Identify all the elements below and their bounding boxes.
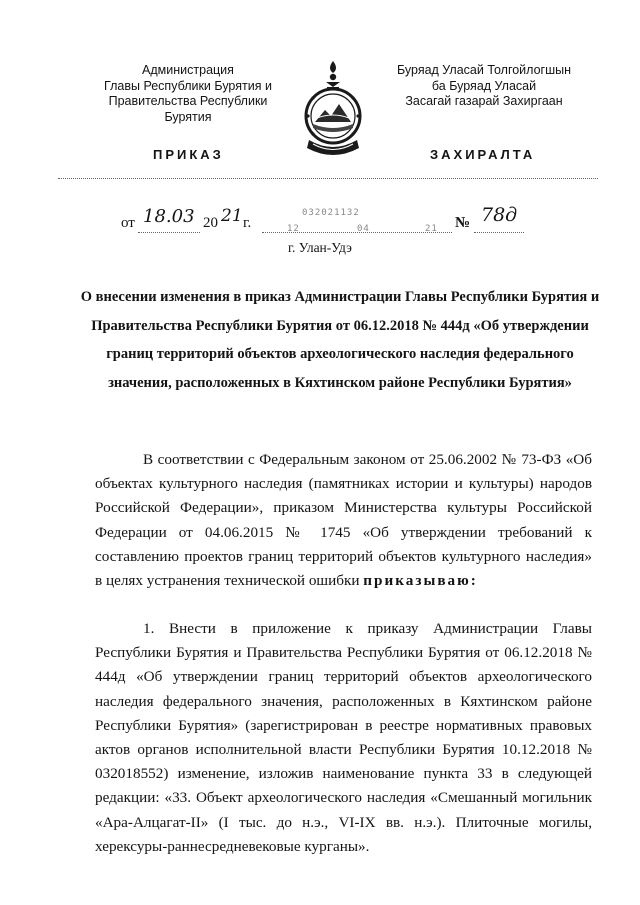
header-separator	[58, 178, 598, 179]
order-keyword: приказываю:	[363, 572, 478, 590]
registration-stamp-year: 21	[425, 224, 438, 234]
preamble-paragraph	[95, 448, 592, 593]
date-handwritten: 18.03	[143, 206, 195, 227]
date-prefix: от	[121, 215, 135, 231]
year-handwritten: 21	[221, 206, 243, 226]
stamp-underline	[262, 232, 452, 233]
order-type-buryat: ЗАХИРАЛТА	[430, 147, 536, 162]
order-type-russian: ПРИКАЗ	[153, 147, 224, 162]
registration-stamp-day: 12	[287, 224, 300, 234]
issuer-name-buryat: Буряад Уласай Толгойлогшын ба Буряад Уласай Засагай газарай Захиргаан	[396, 63, 572, 108]
registration-stamp-code: 032021132	[302, 208, 360, 218]
order-number-handwritten: 78д	[481, 204, 518, 226]
preamble-text: В соответствии с Федеральным законом от 25.06.2002 № 73-ФЗ «Об объектах культурного наследия (памятниках истории и культуры) народов Российской Федерации», приказом Министерства культуры Российской Федерации от 04.06.2015 № 1745 «Об утверждении требований к составлению проектов границ территорий объектов культурного наследия» в целях устранения технической ошибки	[95, 451, 592, 590]
city: г. Улан-Удэ	[288, 240, 352, 255]
issuer-name-russian: Администрация Главы Республики Бурятия и Правительства Республики Бурятия	[104, 63, 272, 124]
document-title: О внесении изменения в приказ Администрации Главы Республики Бурятия и Правительства Республики Бурятия от 06.12.2018 № 444д «Об утверждении границ территорий объектов археологического наследия федерального значения, расположенных в Кяхтинском районе Республики Бурятия»	[80, 289, 600, 391]
registration-stamp-month: 04	[357, 224, 370, 234]
year-prefix: 20	[203, 215, 218, 231]
year-suffix: г.	[243, 215, 252, 231]
clause-1-paragraph: 1. Внести в приложение к приказу Администрации Главы Республики Бурятия и Правительства Республики Бурятия от 06.12.2018 № 444д «Об утверждении границ территорий объектов археологического наследия федерального значения, расположенных в Кяхтинском районе Республики Бурятия» (зарегистрирован в реестре нормативных правовых актов органов исполнительной власти Республики Бурятия 10.12.2018 № 032018552) изменение, изложив наименование пункта 33 в следующей редакции: «33. Объект археологического наследия «Смешанный могильник «Ара-Алцагат-II» (I тыс. до н.э., VI-IX вв. н.э.). Плиточные могилы, херексуры-раннесредневековые курганы».	[95, 620, 592, 855]
date-underline	[138, 232, 200, 233]
number-sign: №	[455, 215, 471, 231]
buryatia-coat-of-arms-icon	[299, 58, 367, 162]
number-underline	[474, 232, 524, 233]
